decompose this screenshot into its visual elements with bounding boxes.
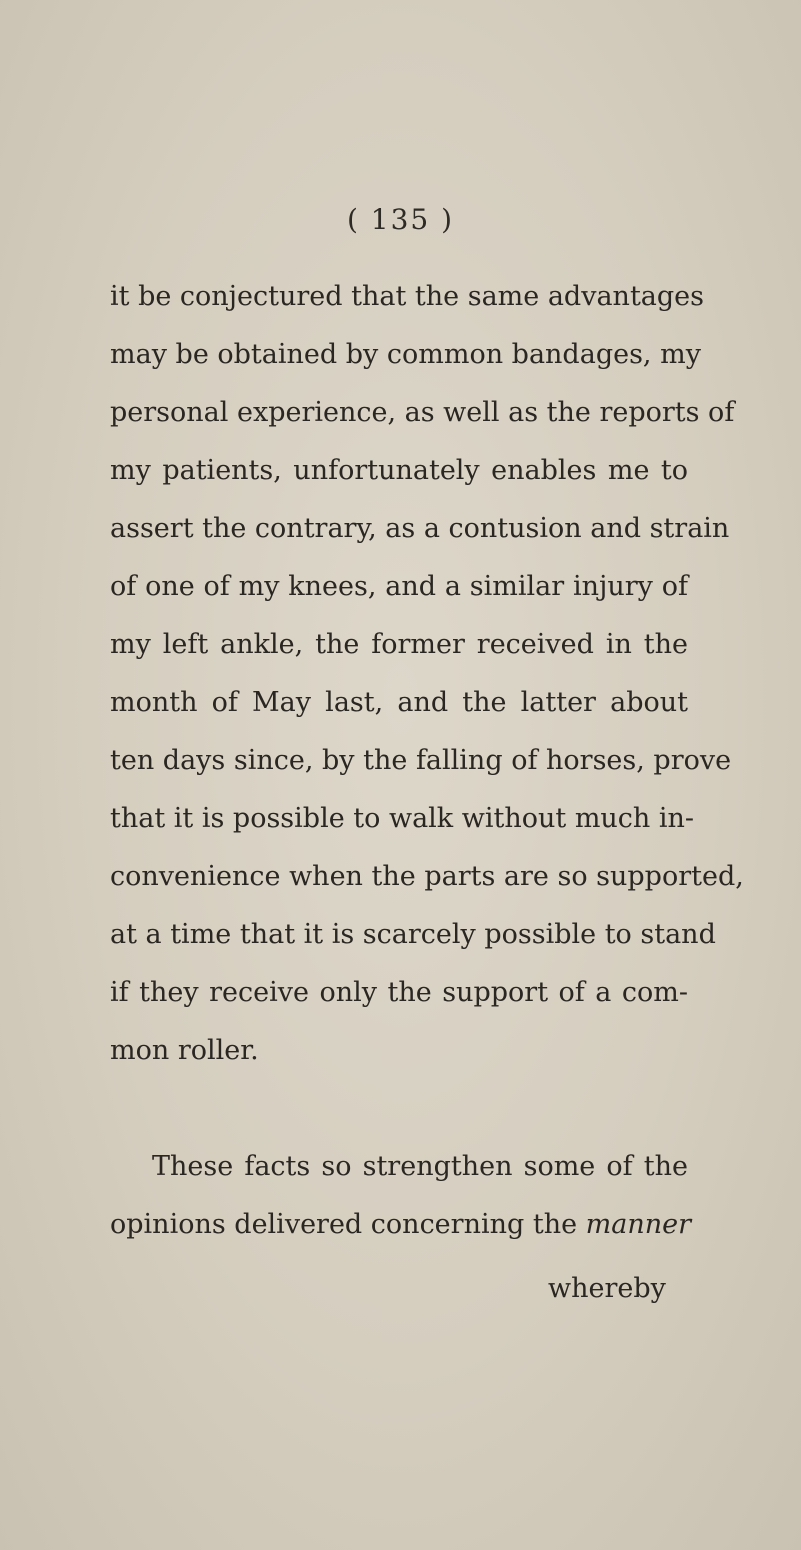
page-number: ( 135 ): [346, 203, 455, 236]
text-line-with-italic: [110, 1196, 692, 1254]
text-line: it be conjectured that the same advantages: [110, 281, 705, 312]
text-line: mon roller.: [110, 1035, 259, 1066]
text-line: personal experience, as well as the reports of: [110, 397, 735, 428]
text-line: may be obtained by common bandages, my: [110, 339, 701, 370]
text-line: month of May last, and the latter about: [110, 687, 688, 718]
text-line: that it is possible to walk without much in-: [110, 803, 695, 834]
text-segment: opinions delivered concerning the: [110, 1209, 586, 1240]
text-line: my patients, unfortunately enables me to: [110, 455, 688, 486]
text-line: at a time that it is scarcely possible to stand: [110, 919, 716, 950]
body-text: [110, 268, 744, 1254]
text-line: ten days since, by the falling of horses, prove: [110, 745, 732, 776]
text-line: of one of my knees, and a similar injury of: [110, 571, 688, 602]
catchword: whereby: [548, 1273, 666, 1304]
text-line: These facts so strengthen some of the: [152, 1151, 688, 1182]
paragraph-gap: [110, 1080, 688, 1138]
text-line: if they receive only the support of a com-: [110, 977, 688, 1008]
text-line: assert the contrary, as a contusion and strain: [110, 513, 730, 544]
text-line: my left ankle, the former received in the: [110, 629, 688, 660]
text-line: convenience when the parts are so supported,: [110, 861, 744, 892]
italic-word: manner: [585, 1209, 692, 1240]
